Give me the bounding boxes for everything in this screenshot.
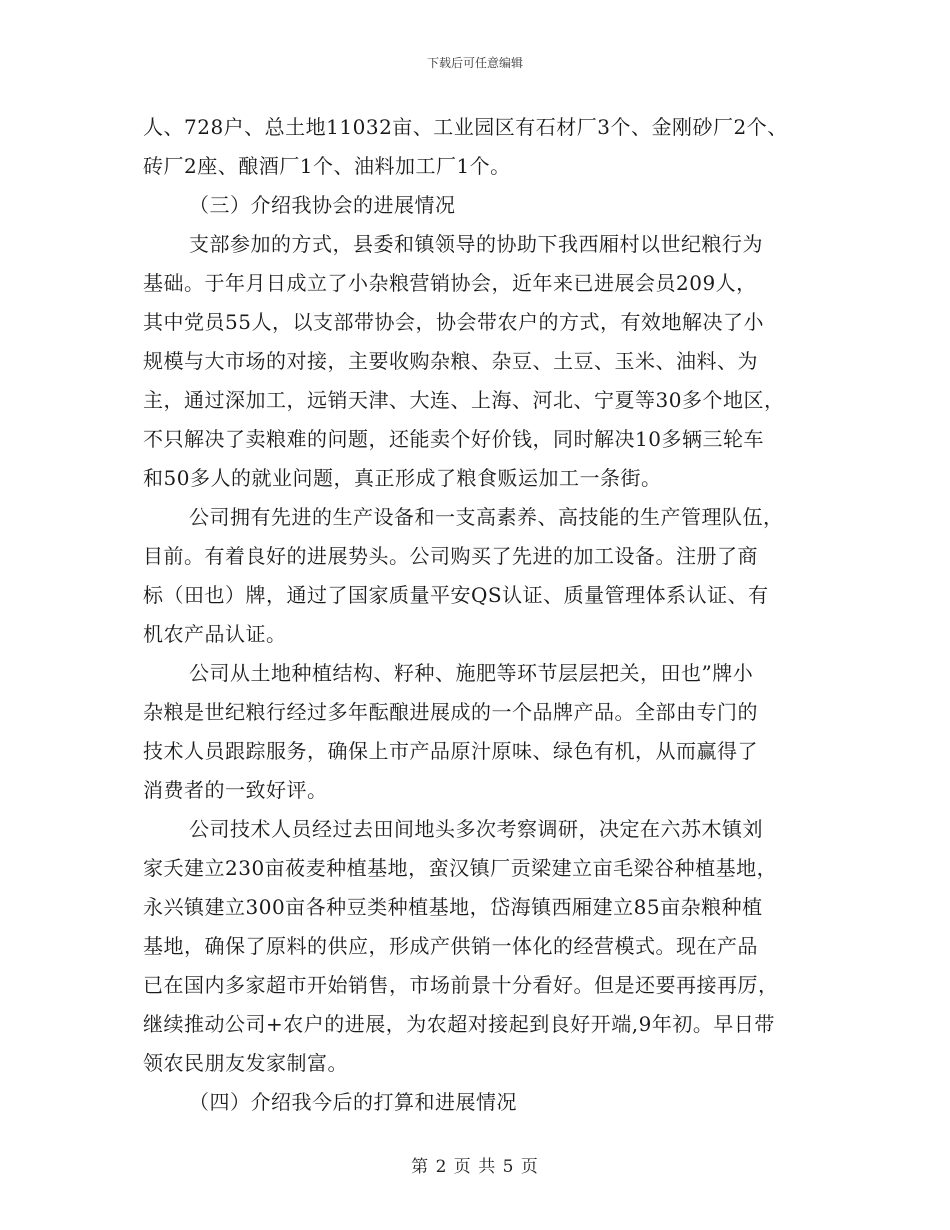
text-line: 继续推动公司+农户的进展，为农超对接起到良好开端,9年初。早日带	[143, 1012, 775, 1036]
document-body	[143, 108, 813, 1122]
text-line: 已在国内多家超市开始销售，市场前景十分看好。但是还要再接再厉，	[143, 973, 779, 997]
text-line: 永兴镇建立300亩各种豆类种植基地，岱海镇西厢建立85亩杂粮种植	[143, 895, 763, 919]
text-line: 人、728户、总土地11032亩、工业园区有石材厂3个、金刚砂厂2个、	[143, 115, 788, 139]
page-number-footer: 第 2 页 共 5 页	[411, 1157, 539, 1177]
text-line: 杂粮是世纪粮行经过多年酝酿进展成的一个品牌产品。全部由专门的	[143, 700, 758, 724]
text-line: 公司技术人员经过去田间地头多次考察调研，决定在六苏木镇刘	[189, 817, 763, 841]
text-line: 主，通过深加工，远销天津、大连、上海、河北、宁夏等30多个地区，	[143, 388, 785, 412]
text-line: 标（田也）牌，通过了国家质量平安QS认证、质量管理体系认证、有	[143, 583, 769, 607]
text-line: 基础。于年月日成立了小杂粮营销协会，近年来已进展会员209人，	[143, 271, 757, 295]
text-line: 公司拥有先进的生产设备和一支高素养、高技能的生产管理队伍，	[189, 505, 784, 529]
text-line: 规模与大市场的对接，主要收购杂粮、杂豆、土豆、玉米、油料、为	[143, 349, 758, 373]
text-line: 和50多人的就业问题，真正形成了粮食贩运加工一条街。	[143, 466, 662, 490]
text-line: 支部参加的方式，县委和镇领导的协助下我西厢村以世纪粮行为	[189, 232, 763, 256]
section-heading: （四）介绍我今后的打算和进展情况	[189, 1090, 517, 1114]
text-line: 目前。有着良好的进展势头。公司购买了先进的加工设备。注册了商	[143, 544, 758, 568]
text-line: 领农民朋友发家制富。	[143, 1051, 348, 1075]
text-line: 其中党员55人，以支部带协会，协会带农户的方式，有效地解决了小	[143, 310, 764, 334]
text-line: 技术人员跟踪服务，确保上市产品原汁原味、绿色有机，从而赢得了	[143, 739, 758, 763]
text-line: 砖厂2座、酿酒厂1个、油料加工厂1个。	[143, 154, 511, 178]
text-line: 公司从土地种植结构、籽种、施肥等环节层层把关，田也”牌小	[189, 661, 754, 685]
section-heading: （三）介绍我协会的进展情况	[189, 193, 456, 217]
text-line: 不只解决了卖粮难的问题，还能卖个好价钱，同时解决10多辆三轮车	[143, 427, 764, 451]
text-line: 基地，确保了原料的供应，形成产供销一体化的经营模式。现在产品	[143, 934, 758, 958]
text-line: 家夭建立230亩莜麦种植基地，蛮汉镇厂贡梁建立亩毛梁谷种植基地，	[143, 856, 778, 880]
text-line: 机农产品认证。	[143, 622, 287, 646]
text-line: 消费者的一致好评。	[143, 778, 328, 802]
page-header: 下载后可任意编辑	[426, 56, 523, 70]
